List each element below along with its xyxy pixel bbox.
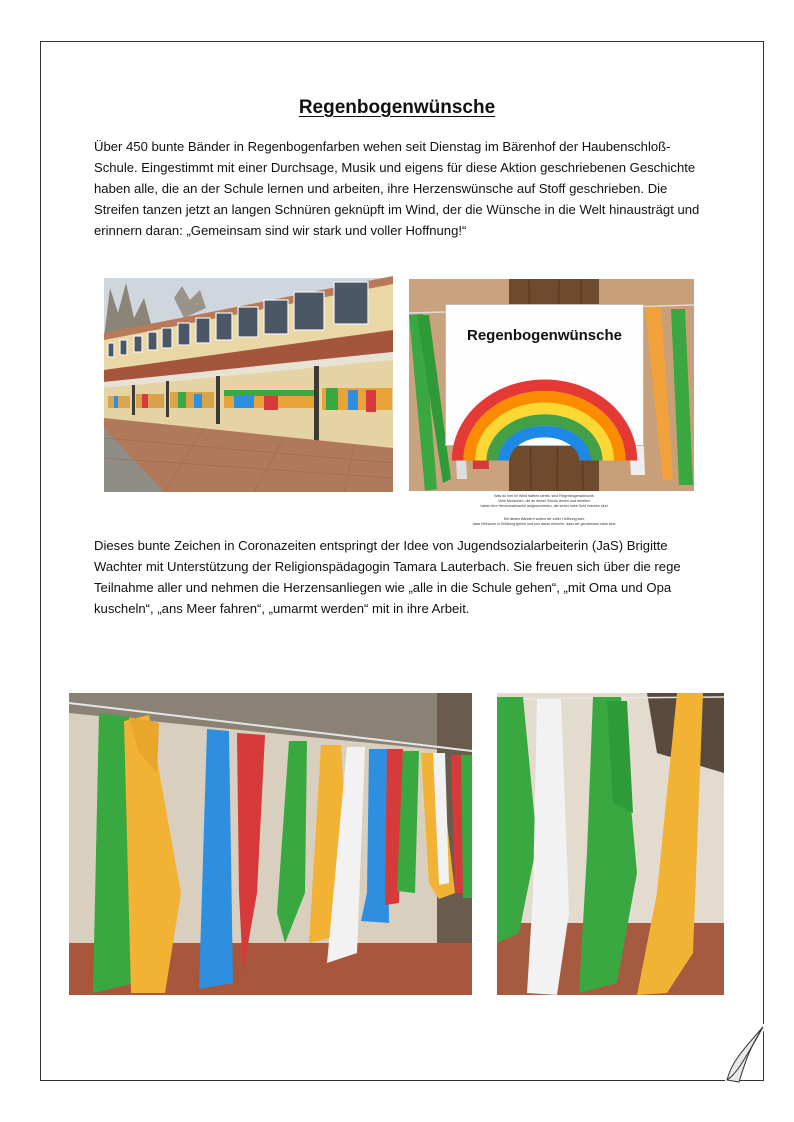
- sign-line: Mit diesen Bändern wollen wir voller Hoffnung sein,: [503, 517, 586, 521]
- ribbons-closeup-photo: [497, 693, 724, 995]
- sign-line: haben ihre Herzenswünsche aufgeschrieben, die sicher nicht Geld machen sind.: [480, 504, 609, 508]
- sign-photo: [409, 279, 694, 526]
- second-paragraph: Dieses bunte Zeichen in Coronazeiten entspringt der Idee von Jugendsozialarbeiterin (JaS) Brigitte Wachter mit Unterstützung der Religionspädagogin Tamara Lauterbach. Sie freuen sich über die rege Teilnahme aller und nehmen die Herzensanliegen wie „alle in die Schule gehen“, „mit Oma und Opa kuscheln“, „ans Meer fahren“, „umarmt werden“ mit in ihre Arbeit.: [94, 538, 681, 616]
- school-building-photo: [104, 278, 393, 492]
- sign-line: dass Wünsche in Erfüllung gehen und uns daran erinnern, dass wir gemeinsam stark sind.: [472, 522, 617, 526]
- sign-line: Was du hier im Wind flattern siehst, sind Regenbogenwünsche.: [494, 494, 595, 498]
- sign-board: [445, 304, 644, 526]
- sign-line: Viele Menschen, die an dieser Schule lernen und arbeiten,: [497, 499, 592, 503]
- page-title: Regenbogenwünsche: [298, 97, 496, 118]
- sign-title: Regenbogenwünsche: [466, 327, 623, 344]
- ribbons-photo: [69, 693, 472, 995]
- intro-paragraph: Über 450 bunte Bänder in Regenbogenfarben wehen seit Dienstag im Bärenhof der Haubenschloß-Schule. Eingestimmt mit einer Durchsage, Musik und eigens für diese Aktion geschriebenen Geschichte haben alle, die an der Schule lernen und arbeiten, ihre Herzenswünsche auf Stoff geschrieben. Die Streifen tanzen jetzt an langen Schnüren geknüpft im Wind, der die Wünsche in die Welt hinausträgt und erinnern daran: „Gemeinsam sind wir stark und voller Hoffnung!“: [94, 139, 700, 238]
- page-curl-icon: [725, 1024, 766, 1082]
- rainbow-icon: [446, 350, 643, 490]
